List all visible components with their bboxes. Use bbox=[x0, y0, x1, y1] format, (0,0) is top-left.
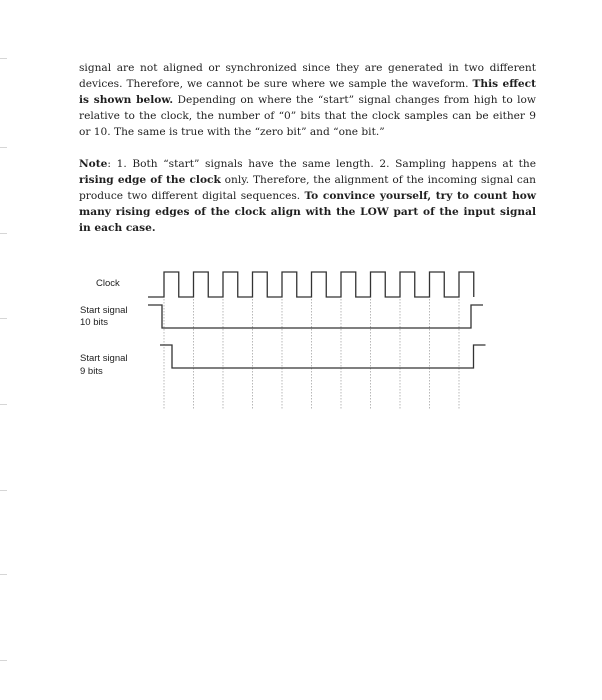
paragraph2-bold-b: rising edge of the clock bbox=[79, 174, 221, 186]
paragraph1-bold-a: This effect is shown below. bbox=[79, 78, 536, 106]
signal9-waveform bbox=[160, 345, 486, 368]
signal9-label-line1: Start signal bbox=[80, 353, 128, 364]
clock-label: Clock bbox=[96, 278, 120, 289]
paragraph1-text-b: Depending on where the “start” signal changes from high to low relative to the clock, the number of “0” bits that the clock samples can be either 9 or 10. The same is true with the “zero bit” and “one bit.” bbox=[79, 94, 536, 138]
paragraph2-text-a: : 1. Both “start” signals have the same length. 2. Sampling happens at the bbox=[107, 158, 536, 170]
signal10-label-line1: Start signal bbox=[80, 305, 128, 316]
paragraph2-text-b: only. Therefore, the alignment of the incoming signal can produce two different digital sequences. bbox=[79, 174, 537, 202]
paragraph1-text-a: signal are not aligned or synchronized since they are generated in two different devices. Therefore, we cannot be sure where we sample the waveform. bbox=[79, 62, 536, 90]
signal9-label-line2: 9 bits bbox=[80, 366, 103, 377]
note-label: Note bbox=[79, 158, 108, 170]
clock-waveform bbox=[148, 272, 474, 297]
paragraph2-bold-c: To convince yourself, try to count how many rising edges of the clock align with the LOW part of the input signal in each case. bbox=[79, 190, 536, 234]
signal10-waveform bbox=[148, 305, 483, 328]
signal10-label-line2: 10 bits bbox=[80, 317, 108, 328]
